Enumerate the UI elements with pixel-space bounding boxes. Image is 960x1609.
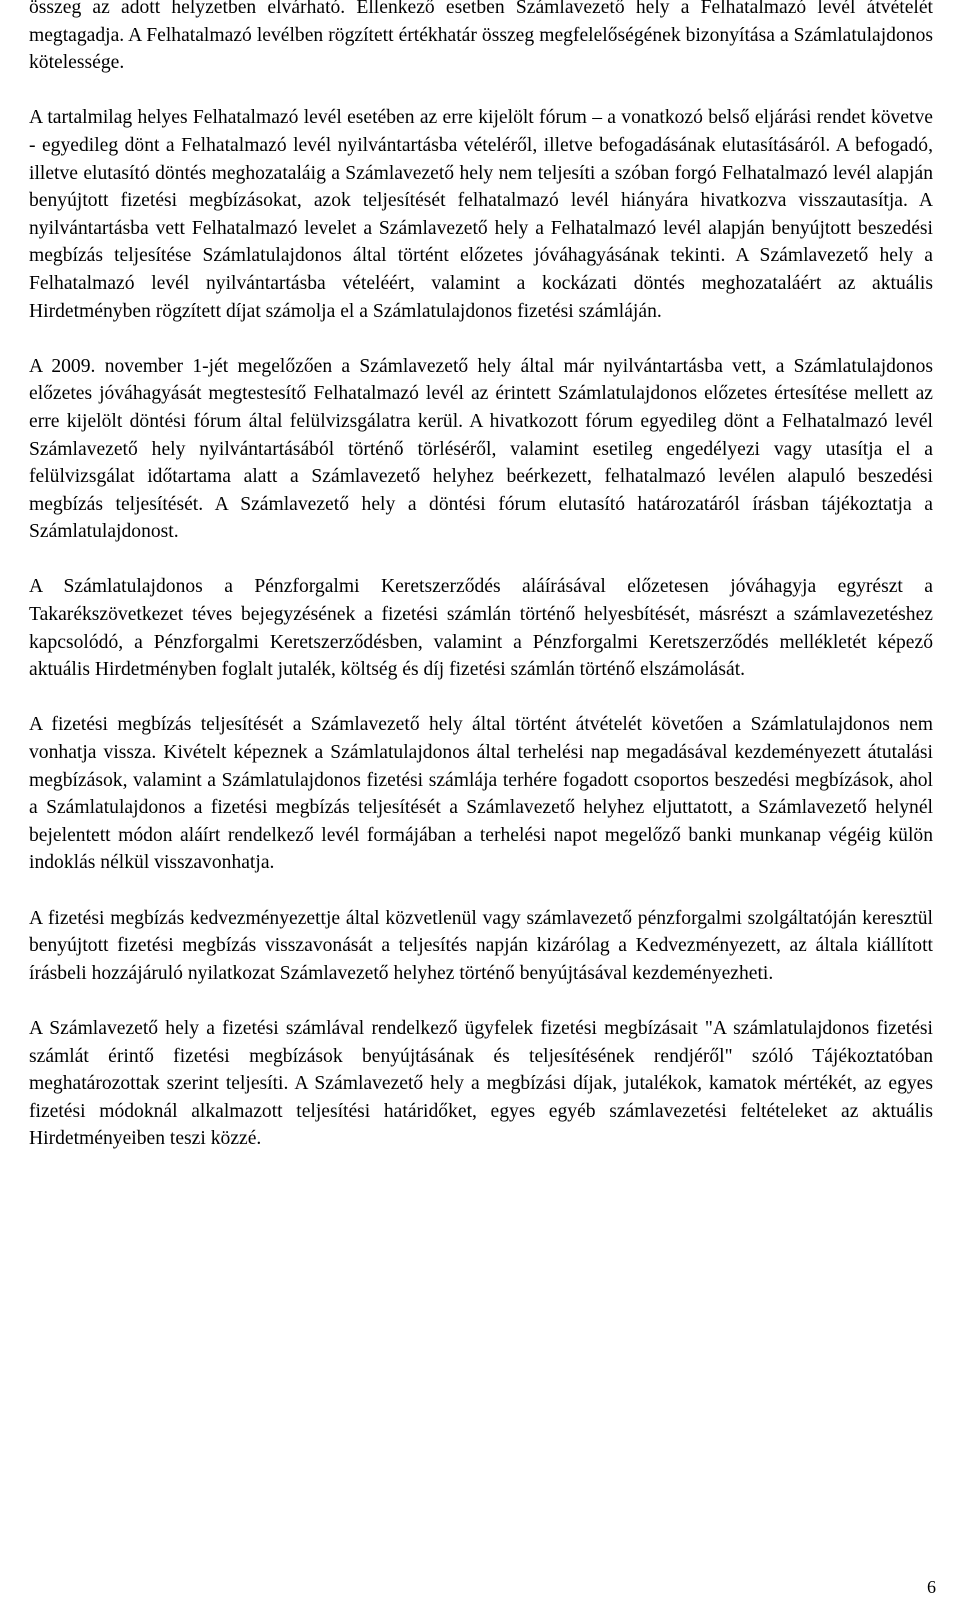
paragraph-7: A Számlavezető hely a fizetési számlával rendelkező ügyfelek fizetési megbízásait "A számlatulajdonos fizetési számlát érintő fizetési megbízások benyújtásának és teljesítésének rendjéről" szóló Tájékoztatóban meghatározottak szerint teljesíti. A Számlavezető hely a megbízási díjak, jutalékok, kamatok mértékét, az egyes fizetési módoknál alkalmazott teljesítési határidőket, egyes egyéb számlavezetési feltételeket az aktuális Hirdetményeiben teszi közzé. — [29, 1017, 933, 1150]
paragraph-3: A 2009. november 1-jét megelőzően a Számlavezető hely által már nyilvántartásba vett, a Számlatulajdonos előzetes jóváhagyását megtestesítő Felhatalmazó levél az érintett Számlatulajdonos előzetes értesítése mellett az erre kijelölt döntési fórum által felülvizsgálatra kerül. A hivatkozott fórum egyedileg dönt a Felhatalmazó levél Számlavezető hely nyilvántartásából történő törléséről, valamint esetileg engedélyezi vagy utasítja el a felülvizsgálat időtartama alatt a Számlavezető helyhez beérkezett, felhatalmazó levélen alapuló beszedési megbízás teljesítését. A Számlavezető hely a döntési fórum elutasító határozatáról írásban tájékoztatja a Számlatulajdonost. — [29, 355, 933, 543]
paragraph-5: A fizetési megbízás teljesítését a Számlavezető hely által történt átvételét követően a Számlatulajdonos nem vonhatja vissza. Kivételt képeznek a Számlatulajdonos által terhelési nap megadásával kezdeményezett átutalási megbízások, valamint a Számlatulajdonos fizetési számlája terhére fogadott csoportos beszedési megbízások, ahol a Számlatulajdonos a fizetési megbízás teljesítését a Számlavezető helyhez eljuttatott, a Számlavezető helynél bejelentett módon aláírt rendelkező levél formájában a terhelési napot megelőző banki munkanap végéig külön indoklás nélkül visszavonhatja. — [29, 714, 933, 874]
paragraph-1: összeg az adott helyzetben elvárható. Ellenkező esetben Számlavezető hely a Felhatalmazó levél átvételét megtagadja. A Felhatalmazó levélben rögzített értékhatár összeg megfelelőségének bizonyítása a Számlatulajdonos kötelessége. — [29, 0, 933, 74]
paragraph-6: A fizetési megbízás kedvezményezettje által közvetlenül vagy számlavezető pénzforgalmi szolgáltatóján keresztül benyújtott fizetési megbízás visszavonását a teljesítés napján kizárólag a Kedvezményezett, az általa kiállított írásbeli hozzájáruló nyilatkozat Számlavezető helyhez történő benyújtásával kezdeményezheti. — [29, 907, 933, 984]
paragraph-4: A Számlatulajdonos a Pénzforgalmi Keretszerződés aláírásával előzetesen jóváhagyja egyrészt a Takarékszövetkezet téves bejegyzésének a fizetési számlán történő helyesbítését, másrészt a számlavezetéshez kapcsolódó, a Pénzforgalmi Keretszerződésben, valamint a Pénzforgalmi Keretszerződés mellékletét képező aktuális Hirdetményben foglalt jutalék, költség és díj fizetési számlán történő elszámolását. — [29, 576, 933, 681]
page-number: 6 — [927, 1577, 936, 1597]
document-page — [29, 0, 933, 1181]
paragraph-2: A tartalmilag helyes Felhatalmazó levél esetében az erre kijelölt fórum – a vonatkozó belső eljárási rendet követve - egyedileg dönt a Felhatalmazó levél nyilvántartásba vételéről, illetve befogadásának elutasításáról. A befogadó, illetve elutasító döntés meghozataláig a Számlavezető hely nem teljesíti a szóban forgó Felhatalmazó levél alapján benyújtott fizetési megbízásokat, azok teljesítését felhatalmazó levél hiányára hivatkozva visszautasítja. A nyilvántartásba vett Felhatalmazó levelet a Számlavezető hely a Felhatalmazó levél alapján benyújtott beszedési megbízás teljesítése Számlatulajdonos által történt előzetes jóváhagyásának tekinti. A Számlavezető hely a Felhatalmazó levél nyilvántartásba vételéért, valamint a kockázati döntés meghozataláért az aktuális Hirdetményben rögzített díjat számolja el a Számlatulajdonos fizetési számláján. — [29, 107, 933, 322]
